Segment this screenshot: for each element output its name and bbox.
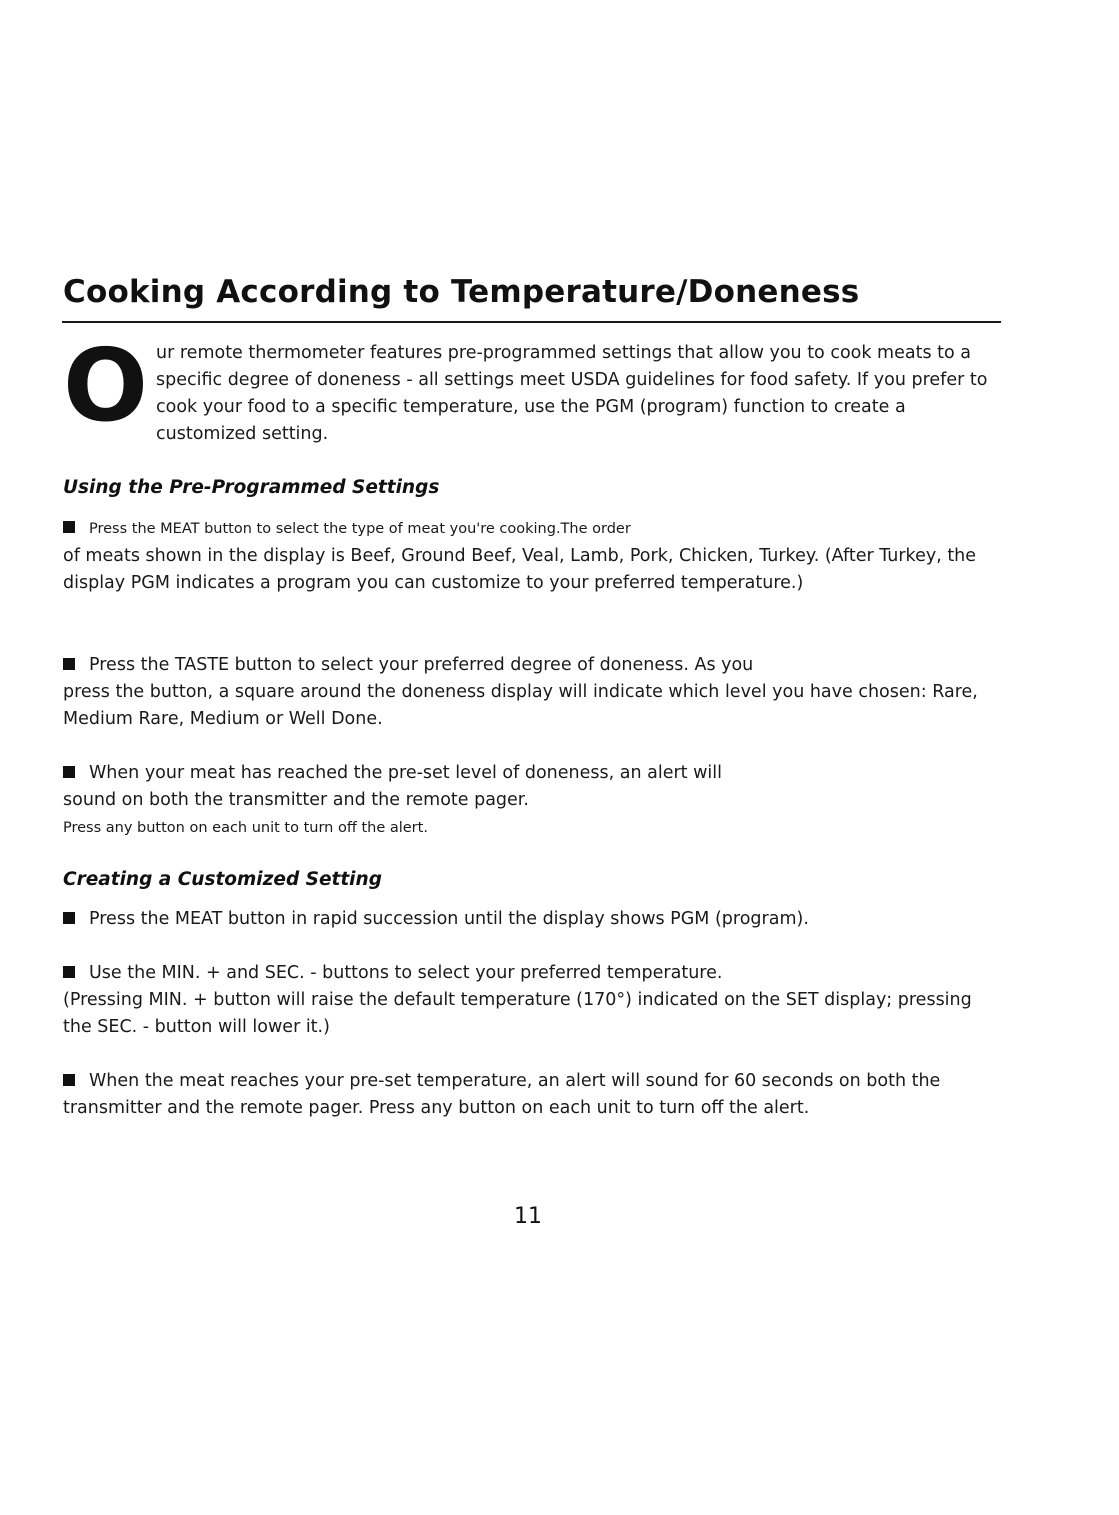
bullet-icon	[63, 766, 75, 778]
bullet-icon	[63, 1074, 75, 1086]
bullet-icon	[63, 521, 75, 533]
drop-cap: O	[63, 327, 149, 444]
intro-paragraph	[63, 327, 993, 448]
bullet-pgm-mode	[63, 906, 1003, 933]
bullet-text-first: Press the TASTE button to select your preferred degree of doneness. As you	[89, 655, 754, 675]
section-heading-preprogrammed: Using the Pre-Programmed Settings	[63, 477, 440, 498]
bullet-text: Press the MEAT button in rapid succession until the display shows PGM (program).	[89, 909, 809, 929]
title-divider	[62, 321, 1001, 323]
bullet-icon	[63, 912, 75, 924]
page-title: Cooking According to Temperature/Doneness	[63, 274, 860, 310]
bullet-meat-button	[63, 515, 1023, 597]
bullet-taste-button	[63, 652, 1003, 733]
bullet-text-first: When your meat has reached the pre-set level of doneness, an alert will	[89, 763, 722, 783]
bullet-text-third: Press any button on each unit to turn off the alert.	[63, 820, 428, 836]
bullet-text: When the meat reaches your pre-set temperature, an alert will sound for 60 seconds on both the transmitter and the remote pager. Press any button on each unit to turn off the alert.	[63, 1071, 941, 1118]
intro-text: ur remote thermometer features pre-programmed settings that allow you to cook meats to a specific degree of doneness - all settings meet USDA guidelines for food safety. If you prefer to cook your food to a specific temperature, use the PGM (program) function to create a customized setting.	[156, 343, 988, 444]
bullet-set-temperature	[63, 960, 1003, 1041]
bullet-text-rest: (Pressing MIN. + button will raise the default temperature (170°) indicated on the SET display; pressing the SEC. - button will lower it.)	[63, 990, 972, 1037]
bullet-text-first: Use the MIN. + and SEC. - buttons to select your preferred temperature.	[89, 963, 723, 983]
bullet-text-rest: of meats shown in the display is Beef, Ground Beef, Veal, Lamb, Pork, Chicken, Turkey. (After Turkey, the display PGM indicates a program you can customize to your preferred temperature.)	[63, 546, 977, 593]
bullet-doneness-alert	[63, 760, 1003, 842]
bullet-icon	[63, 658, 75, 670]
bullet-text-second: sound on both the transmitter and the remote pager.	[63, 790, 529, 810]
bullet-icon	[63, 966, 75, 978]
page-number: 11	[514, 1204, 542, 1229]
bullet-temperature-alert	[63, 1068, 1003, 1122]
bullet-text-first: Press the MEAT button to select the type of meat you're cooking.The order	[89, 521, 631, 537]
section-heading-customized: Creating a Customized Setting	[63, 869, 382, 890]
bullet-text-rest: press the button, a square around the doneness display will indicate which level you have chosen: Rare, Medium Rare, Medium or Well Done.	[63, 682, 978, 729]
